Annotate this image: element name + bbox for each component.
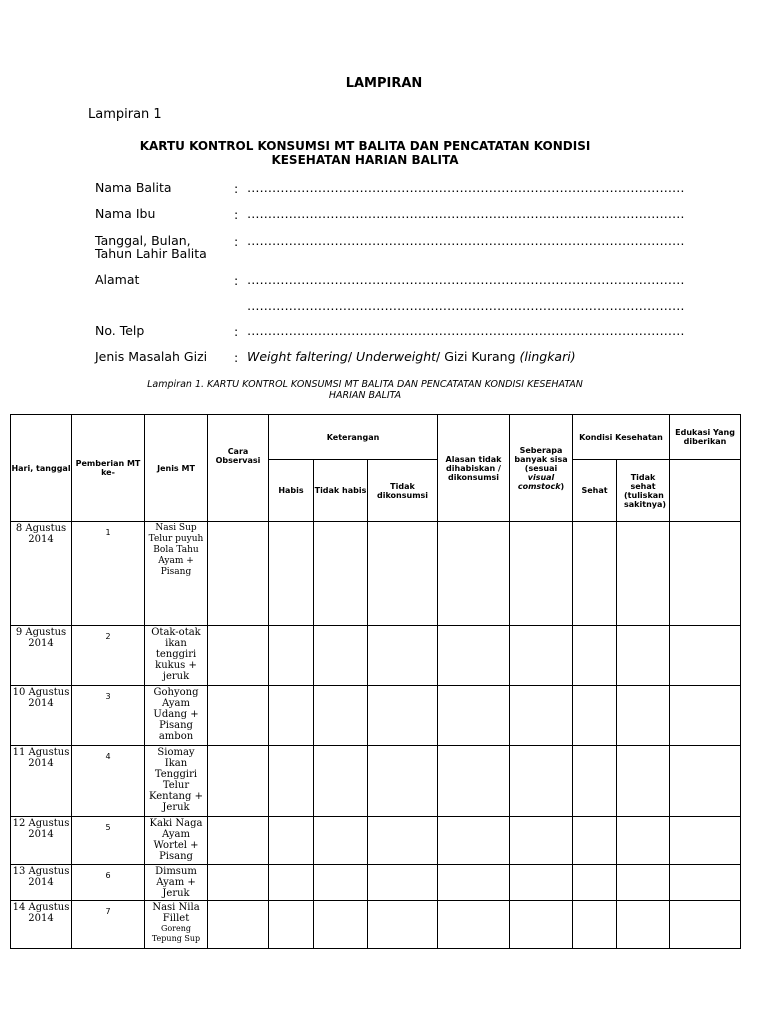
page-heading: LAMPIRAN <box>345 76 423 91</box>
cell-date: 9 Agustus 2014 <box>11 626 72 686</box>
cell-tidak-sehat[interactable] <box>617 901 670 949</box>
header-text: Alasan tidak dihabiskan / dikonsumsi <box>445 454 502 482</box>
cell-tidak-habis[interactable] <box>314 817 368 865</box>
header-kondisi-kesehatan <box>573 415 670 460</box>
header-keterangan <box>269 415 438 460</box>
cell-pemberian: 4 <box>72 746 145 817</box>
cell-cara-observasi[interactable] <box>208 522 269 626</box>
fill-line[interactable]: …………………………………………………………………………………………… <box>247 180 685 195</box>
header-edukasi <box>670 415 741 460</box>
cell-pemberian: 6 <box>72 865 145 901</box>
title-line-2: KESEHATAN HARIAN BALITA <box>271 153 459 167</box>
cell-habis[interactable] <box>269 865 314 901</box>
cell-seberapa[interactable] <box>510 865 573 901</box>
table-row <box>11 686 741 746</box>
cell-date: 12 Agustus 2014 <box>11 817 72 865</box>
header-sehat <box>573 460 617 522</box>
cell-cara-observasi[interactable] <box>208 817 269 865</box>
cell-date: 11 Agustus 2014 <box>11 746 72 817</box>
cell-jenis-mt <box>145 817 208 865</box>
cell-alasan[interactable] <box>438 522 510 626</box>
cell-pemberian: 5 <box>72 817 145 865</box>
form-colon: : <box>234 273 239 288</box>
cell-sehat[interactable] <box>573 522 617 626</box>
cell-alasan[interactable] <box>438 686 510 746</box>
cell-alasan[interactable] <box>438 626 510 686</box>
table-row <box>11 746 741 817</box>
form-colon: : <box>234 324 239 339</box>
header-text: Tidak habis <box>314 486 367 495</box>
menu-text: Nasi Sup Telur puyuh Bola Tahu Ayam + Pisang <box>148 523 204 577</box>
cell-tidak-habis[interactable] <box>314 522 368 626</box>
cell-cara-observasi[interactable] <box>208 746 269 817</box>
cell-tidak-dikonsumsi[interactable] <box>368 522 438 626</box>
cell-jenis-mt <box>145 746 208 817</box>
header-jenis-mt <box>145 415 208 522</box>
appendix-label: Lampiran 1 <box>88 107 162 122</box>
cell-jenis-mt <box>145 901 208 949</box>
instruction-lingkari: (lingkari) <box>519 349 576 364</box>
cell-tidak-sehat[interactable] <box>617 522 670 626</box>
cell-tidak-habis[interactable] <box>314 626 368 686</box>
cell-jenis-mt <box>145 686 208 746</box>
cell-tidak-dikonsumsi[interactable] <box>368 686 438 746</box>
cell-seberapa[interactable] <box>510 686 573 746</box>
cell-tidak-habis[interactable] <box>314 686 368 746</box>
fill-line[interactable]: …………………………………………………………………………………………… <box>247 323 685 338</box>
header-text: Edukasi Yang diberikan <box>675 428 735 446</box>
fill-line[interactable]: …………………………………………………………………………………………… <box>247 272 685 287</box>
header-hari-tanggal <box>11 415 72 522</box>
cell-pemberian: 1 <box>72 522 145 626</box>
menu-text: Dimsum Ayam + Jeruk <box>155 866 197 899</box>
header-text: Jenis MT <box>157 463 195 473</box>
cell-cara-observasi[interactable] <box>208 626 269 686</box>
header-seberapa <box>510 415 573 522</box>
table-row <box>11 522 741 626</box>
separator: / <box>347 349 357 364</box>
cell-alasan[interactable] <box>438 817 510 865</box>
header-alasan <box>438 415 510 522</box>
cell-alasan[interactable] <box>438 746 510 817</box>
cell-cara-observasi[interactable] <box>208 901 269 949</box>
cell-pemberian: 7 <box>72 901 145 949</box>
cell-edukasi[interactable] <box>670 865 741 901</box>
form-label: Nama Ibu <box>95 206 156 221</box>
table-row <box>11 817 741 865</box>
title-line-1: KARTU KONTROL KONSUMSI MT BALITA DAN PENCATATAN KONDISI <box>139 139 591 153</box>
fill-line[interactable]: …………………………………………………………………………………………… <box>247 298 685 313</box>
cell-sehat[interactable] <box>573 746 617 817</box>
header-text: Kondisi Kesehatan <box>579 432 663 442</box>
header-text: Seberapa banyak sisa (sesuai <box>514 445 568 473</box>
cell-sehat[interactable] <box>573 626 617 686</box>
form-colon: : <box>234 181 239 196</box>
table-row <box>11 865 741 901</box>
cell-edukasi[interactable] <box>670 522 741 626</box>
caption-line-1: Lampiran 1. KARTU KONTROL KONSUMSI MT BALITA DAN PENCATATAN KONDISI KESEHATAN <box>147 379 583 390</box>
cell-jenis-mt <box>145 626 208 686</box>
cell-tidak-sehat[interactable] <box>617 686 670 746</box>
cell-tidak-dikonsumsi[interactable] <box>368 901 438 949</box>
table-row <box>11 901 741 949</box>
form-colon: : <box>234 350 239 365</box>
cell-tidak-sehat[interactable] <box>617 865 670 901</box>
control-table <box>10 414 741 949</box>
cell-tidak-habis[interactable] <box>314 865 368 901</box>
fill-line[interactable]: …………………………………………………………………………………………… <box>247 233 685 248</box>
cell-seberapa[interactable] <box>510 901 573 949</box>
header-text: Keterangan <box>326 432 380 442</box>
cell-edukasi[interactable] <box>670 686 741 746</box>
cell-date: 14 Agustus 2014 <box>11 901 72 949</box>
cell-seberapa[interactable] <box>510 522 573 626</box>
fill-line[interactable]: …………………………………………………………………………………………… <box>247 206 685 221</box>
menu-text: Gohyong Ayam Udang + Pisang ambon <box>153 687 199 742</box>
cell-habis[interactable] <box>269 626 314 686</box>
header-text: Sehat <box>581 486 608 495</box>
cell-edukasi[interactable] <box>670 901 741 949</box>
cell-alasan[interactable] <box>438 901 510 949</box>
cell-edukasi[interactable] <box>670 626 741 686</box>
form-label: No. Telp <box>95 323 145 338</box>
menu-text: Nasi Nila Fillet <box>152 902 200 924</box>
gizi-options[interactable] <box>247 350 689 363</box>
cell-sehat[interactable] <box>573 686 617 746</box>
table-caption <box>100 379 630 401</box>
cell-pemberian: 2 <box>72 626 145 686</box>
header-tidak-sehat <box>617 460 670 522</box>
cell-seberapa[interactable] <box>510 746 573 817</box>
form-label: Alamat <box>95 272 140 287</box>
cell-cara-observasi[interactable] <box>208 686 269 746</box>
cell-tidak-dikonsumsi[interactable] <box>368 746 438 817</box>
header-text: Tidak dikonsumsi <box>376 481 429 500</box>
header-tidak-dikonsumsi <box>368 460 438 522</box>
header-pemberian <box>72 415 145 522</box>
cell-sehat[interactable] <box>573 817 617 865</box>
header-edukasi-cell <box>670 460 741 522</box>
form-label: Tanggal, Bulan, Tahun Lahir Balita <box>95 233 207 261</box>
cell-date: 13 Agustus 2014 <box>11 865 72 901</box>
header-habis <box>269 460 314 522</box>
option-gizi-kurang[interactable]: Gizi Kurang <box>444 349 520 364</box>
option-underweight[interactable]: Underweight <box>356 349 437 364</box>
cell-tidak-dikonsumsi[interactable] <box>368 865 438 901</box>
header-text: Cara Observasi <box>215 447 261 465</box>
menu-text: Siomay Ikan Tenggiri Telur Kentang + Jeruk <box>149 747 203 813</box>
cell-habis[interactable] <box>269 746 314 817</box>
form-colon: : <box>234 234 239 249</box>
form-label: Jenis Masalah Gizi <box>95 349 208 364</box>
cell-habis[interactable] <box>269 686 314 746</box>
header-text: Pemberian MT ke- <box>75 459 141 477</box>
menu-text: Otak-otak ikan tenggiri kukus + jeruk <box>151 627 201 682</box>
table-row <box>11 626 741 686</box>
document-title <box>120 139 610 167</box>
cell-tidak-habis[interactable] <box>314 746 368 817</box>
cell-date: 10 Agustus 2014 <box>11 686 72 746</box>
form-colon: : <box>234 207 239 222</box>
cell-sehat[interactable] <box>573 865 617 901</box>
header-text: Tidak sehat (tuliskan sakitnya) <box>624 472 667 509</box>
cell-pemberian: 3 <box>72 686 145 746</box>
cell-seberapa[interactable] <box>510 817 573 865</box>
cell-date: 8 Agustus 2014 <box>11 522 72 626</box>
cell-sehat[interactable] <box>573 901 617 949</box>
cell-edukasi[interactable] <box>670 817 741 865</box>
header-cara-observasi <box>208 415 269 522</box>
cell-habis[interactable] <box>269 901 314 949</box>
header-tidak-habis <box>314 460 368 522</box>
cell-tidak-dikonsumsi[interactable] <box>368 817 438 865</box>
cell-seberapa[interactable] <box>510 626 573 686</box>
cell-tidak-dikonsumsi[interactable] <box>368 626 438 686</box>
menu-text: Kaki Naga Ayam Wortel + Pisang <box>149 818 203 862</box>
header-text: Hari, tanggal <box>11 463 71 473</box>
cell-alasan[interactable] <box>438 865 510 901</box>
cell-edukasi[interactable] <box>670 746 741 817</box>
menu-text-small: Goreng Tepung Sup <box>151 924 201 943</box>
cell-habis[interactable] <box>269 817 314 865</box>
option-weight-faltering[interactable]: Weight faltering <box>247 349 348 364</box>
caption-line-2: HARIAN BALITA <box>328 390 402 401</box>
cell-tidak-sehat[interactable] <box>617 746 670 817</box>
cell-jenis-mt <box>145 522 208 626</box>
header-text: Habis <box>278 486 304 495</box>
cell-cara-observasi[interactable] <box>208 865 269 901</box>
separator: / <box>436 349 445 364</box>
form-label: Nama Balita <box>95 180 172 195</box>
header-text-italic: visual comstock <box>517 472 561 491</box>
cell-tidak-habis[interactable] <box>314 901 368 949</box>
cell-tidak-sehat[interactable] <box>617 626 670 686</box>
cell-jenis-mt <box>145 865 208 901</box>
header-text: ) <box>560 481 565 491</box>
cell-tidak-sehat[interactable] <box>617 817 670 865</box>
cell-habis[interactable] <box>269 522 314 626</box>
